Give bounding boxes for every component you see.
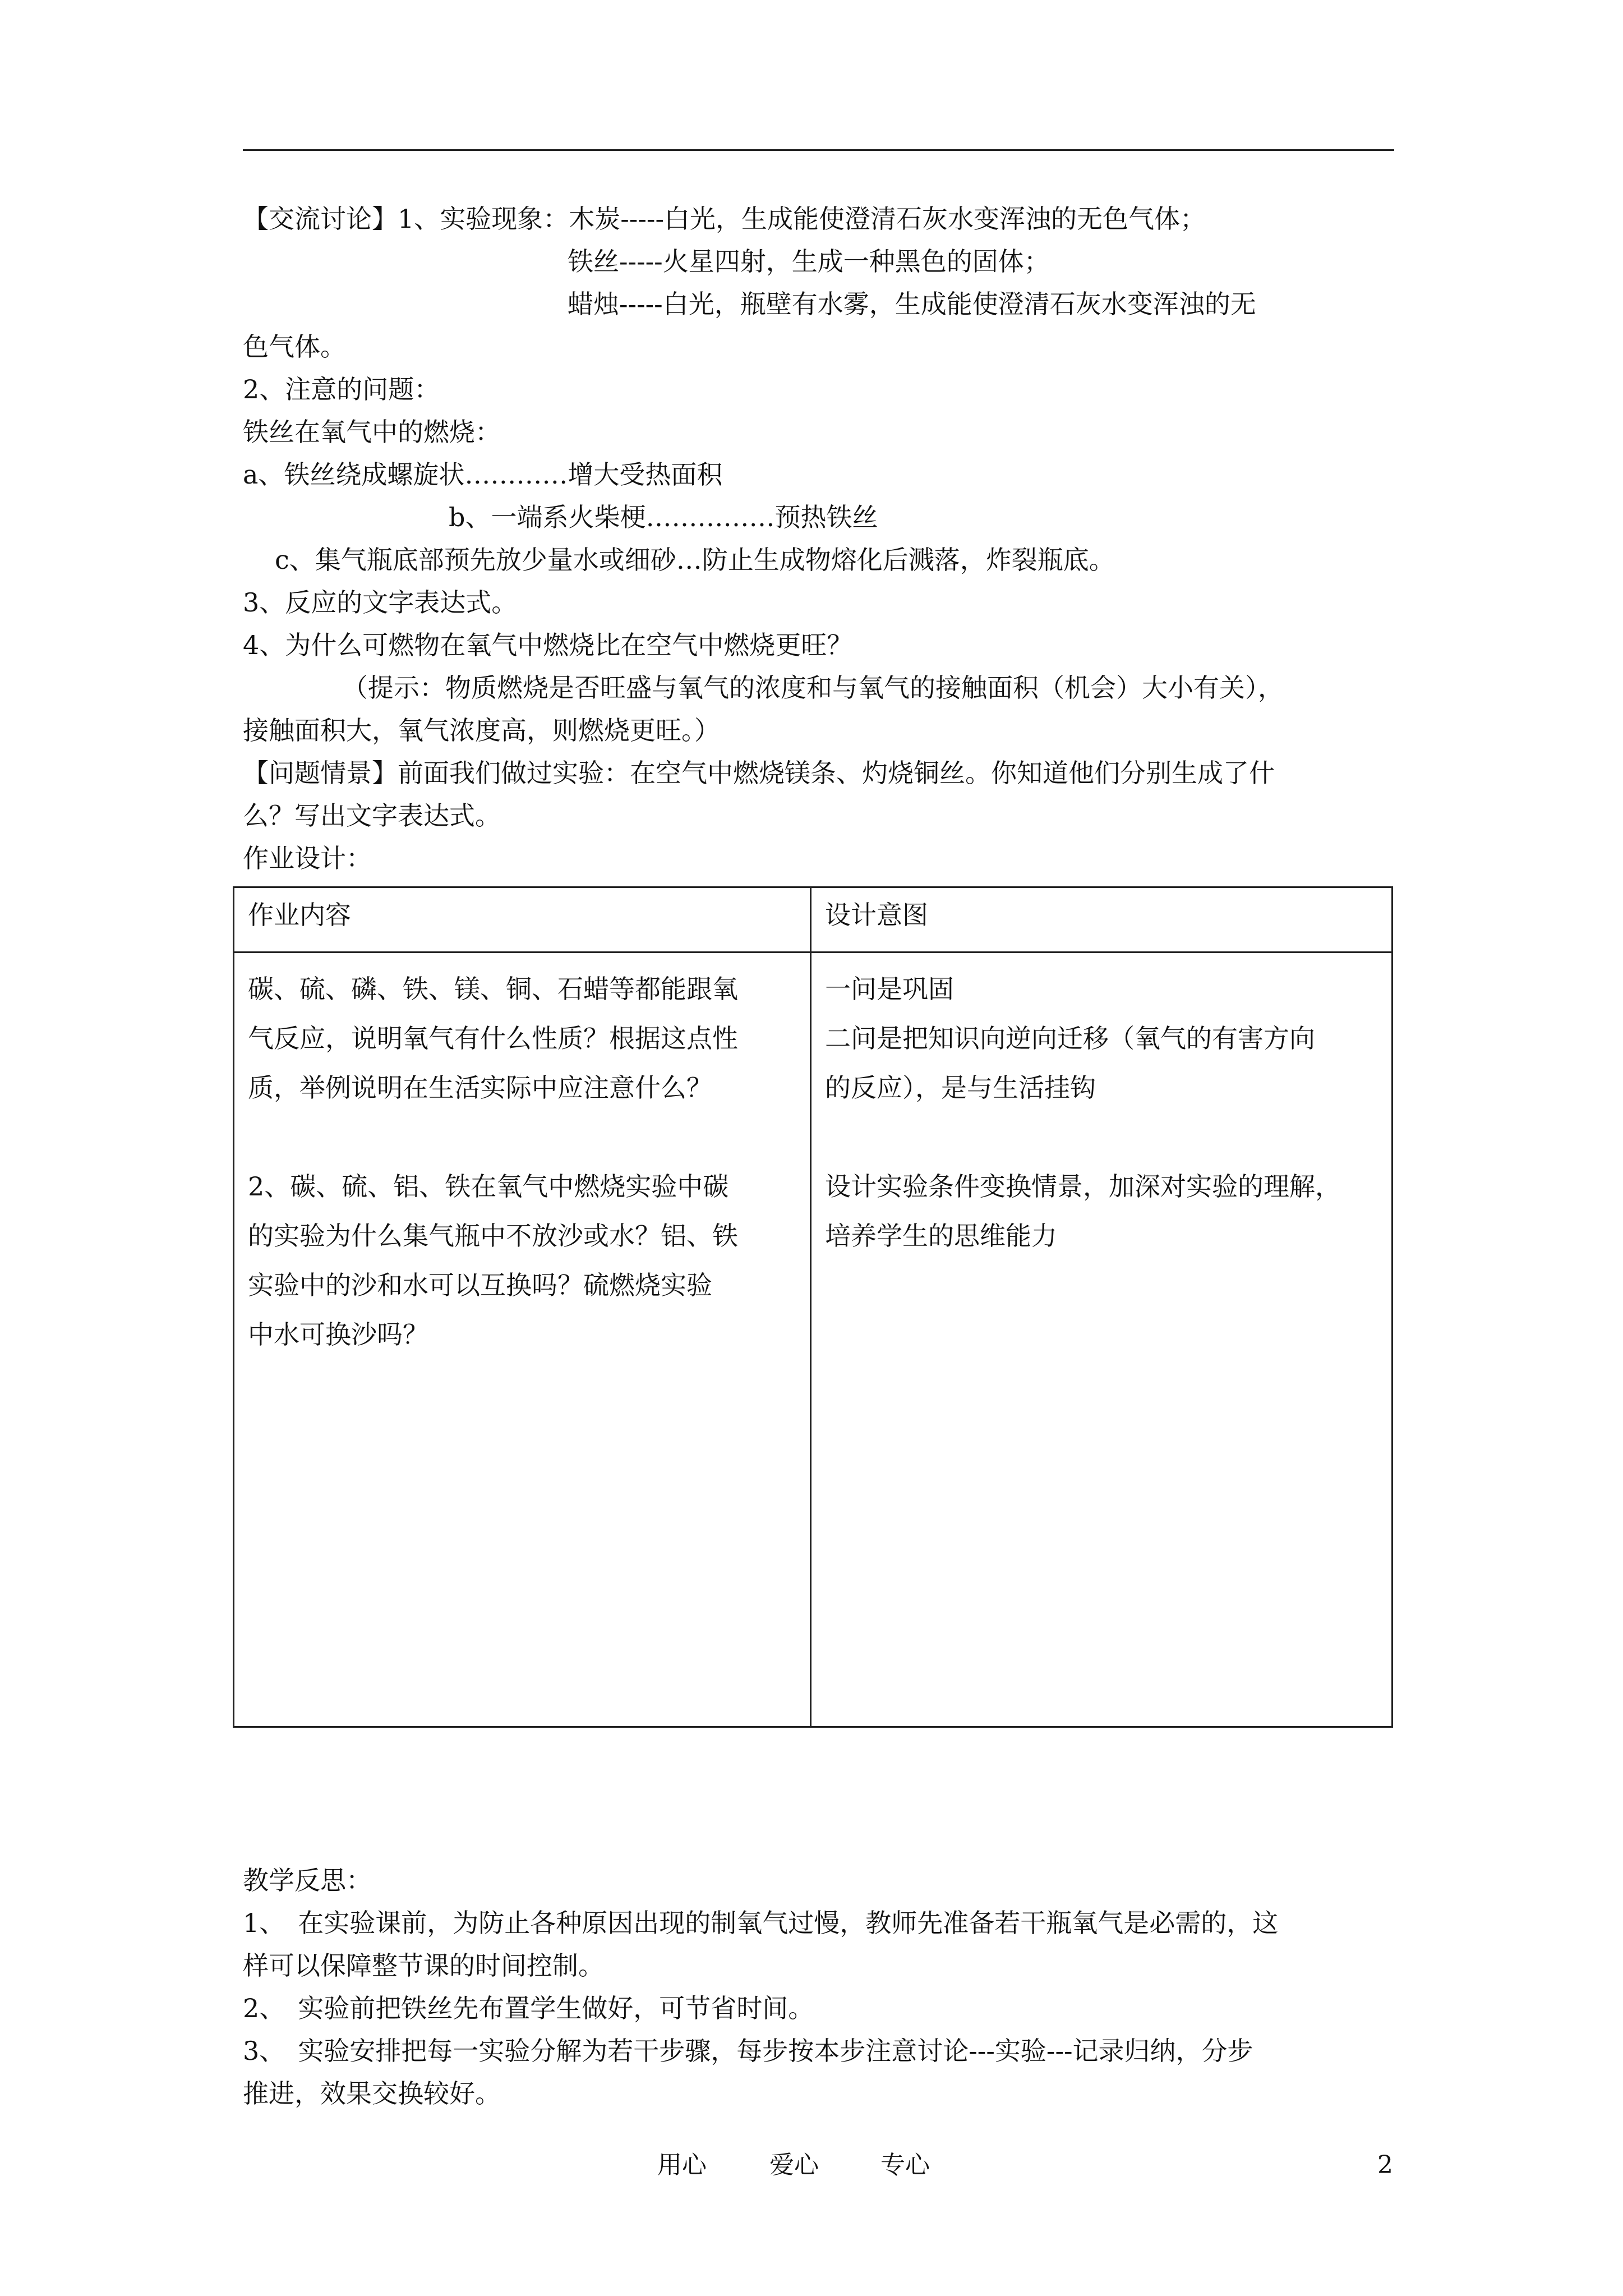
- content-line: 的实验为什么集气瓶中不放沙或水？铝、铁: [248, 1221, 738, 1251]
- content-line: 2、碳、硫、铝、铁在氧气中燃烧实验中碳: [248, 1171, 729, 1202]
- iron-wire-heading: 铁丝在氧气中的燃烧：: [243, 417, 501, 447]
- intent-line: 的反应），是与生活挂钩: [825, 1073, 1096, 1103]
- homework-table: [233, 886, 1393, 1728]
- intent-line: 设计实验条件变换情景，加深对实验的理解，: [825, 1171, 1341, 1202]
- note-a: a、铁丝绕成螺旋状…………增大受热面积: [243, 459, 723, 490]
- discussion-line-1: 【交流讨论】1、实验现象：木炭-----白光，生成能使澄清石灰水变浑浊的无色气体；: [243, 204, 1206, 234]
- reflection-title: 教学反思：: [243, 1865, 372, 1895]
- footer-word-1: 用心: [657, 2151, 707, 2179]
- reflection-item-2: 2、 实验前把铁丝先布置学生做好，可节省时间。: [243, 1993, 814, 2023]
- reflection-item-3: 3、 实验安排把每一实验分解为若干步骤，每步按本步注意讨论---实验---记录归纳，分步: [243, 2036, 1253, 2066]
- table-row: [234, 953, 1393, 1727]
- header-design-intent: 设计意图: [811, 887, 1393, 953]
- design-intent-cell: [811, 953, 1393, 1727]
- intent-line: 一问是巩固: [825, 974, 954, 1004]
- discussion-line-3: 蜡烛-----白光，瓶壁有水雾，生成能使澄清石灰水变浑浊的无: [568, 289, 1256, 319]
- homework-content-cell: [234, 953, 811, 1727]
- hint-line-1: （提示：物质燃烧是否旺盛与氧气的浓度和与氧气的接触面积（机会）大小有关），: [342, 673, 1284, 703]
- content-line: 质，举例说明在生活实际中应注意什么？: [248, 1073, 712, 1103]
- hint-line-2: 接触面积大，氧气浓度高，则燃烧更旺。）: [243, 715, 720, 746]
- note-c: c、集气瓶底部预先放少量水或细砂…防止生成物熔化后溅落，炸裂瓶底。: [275, 545, 1115, 575]
- discussion-line-4: 色气体。: [243, 332, 346, 362]
- content-line: 气反应，说明氧气有什么性质？根据这点性: [248, 1023, 738, 1053]
- note-b: b、一端系火柴梗……………预热铁丝: [449, 502, 878, 532]
- header-homework-content: 作业内容: [234, 887, 811, 953]
- intent-line: 二问是把知识向逆向迁移（氧气的有害方向: [825, 1023, 1315, 1053]
- scenario-line-2: 么？写出文字表达式。: [243, 800, 501, 831]
- reflection-item-3-cont: 推进，效果交换较好。: [243, 2078, 501, 2109]
- reaction-expression: 3、反应的文字表达式。: [243, 587, 518, 618]
- content-line: 碳、硫、磷、铁、镁、铜、石蜡等都能跟氧: [248, 974, 738, 1004]
- reflection-item-1-cont: 样可以保障整节课的时间控制。: [243, 1950, 604, 1981]
- homework-heading: 作业设计：: [243, 843, 372, 873]
- header-rule: [243, 149, 1394, 151]
- footer-word-2: 爱心: [769, 2151, 819, 2179]
- notes-heading: 2、注意的问题：: [243, 374, 440, 404]
- scenario-line-1: 【问题情景】前面我们做过实验：在空气中燃烧镁条、灼烧铜丝。你知道他们分别生成了什: [243, 758, 1275, 788]
- reflection-item-1: 1、 在实验课前，为防止各种原因出现的制氧气过慢，教师先准备若干瓶氧气是必需的，这: [243, 1908, 1279, 1938]
- content-line: 中水可换沙吗？: [248, 1319, 428, 1350]
- content-line: 实验中的沙和水可以互换吗？硫燃烧实验: [248, 1270, 712, 1300]
- discussion-line-2: 铁丝-----火星四射，生成一种黑色的固体；: [568, 246, 1050, 277]
- page-number: 2: [1377, 2151, 1393, 2179]
- table-header-row: [234, 887, 1393, 953]
- intent-line: 培养学生的思维能力: [825, 1221, 1057, 1251]
- question-4: 4、为什么可燃物在氧气中燃烧比在空气中燃烧更旺？: [243, 630, 853, 660]
- footer-word-3: 专心: [880, 2151, 930, 2179]
